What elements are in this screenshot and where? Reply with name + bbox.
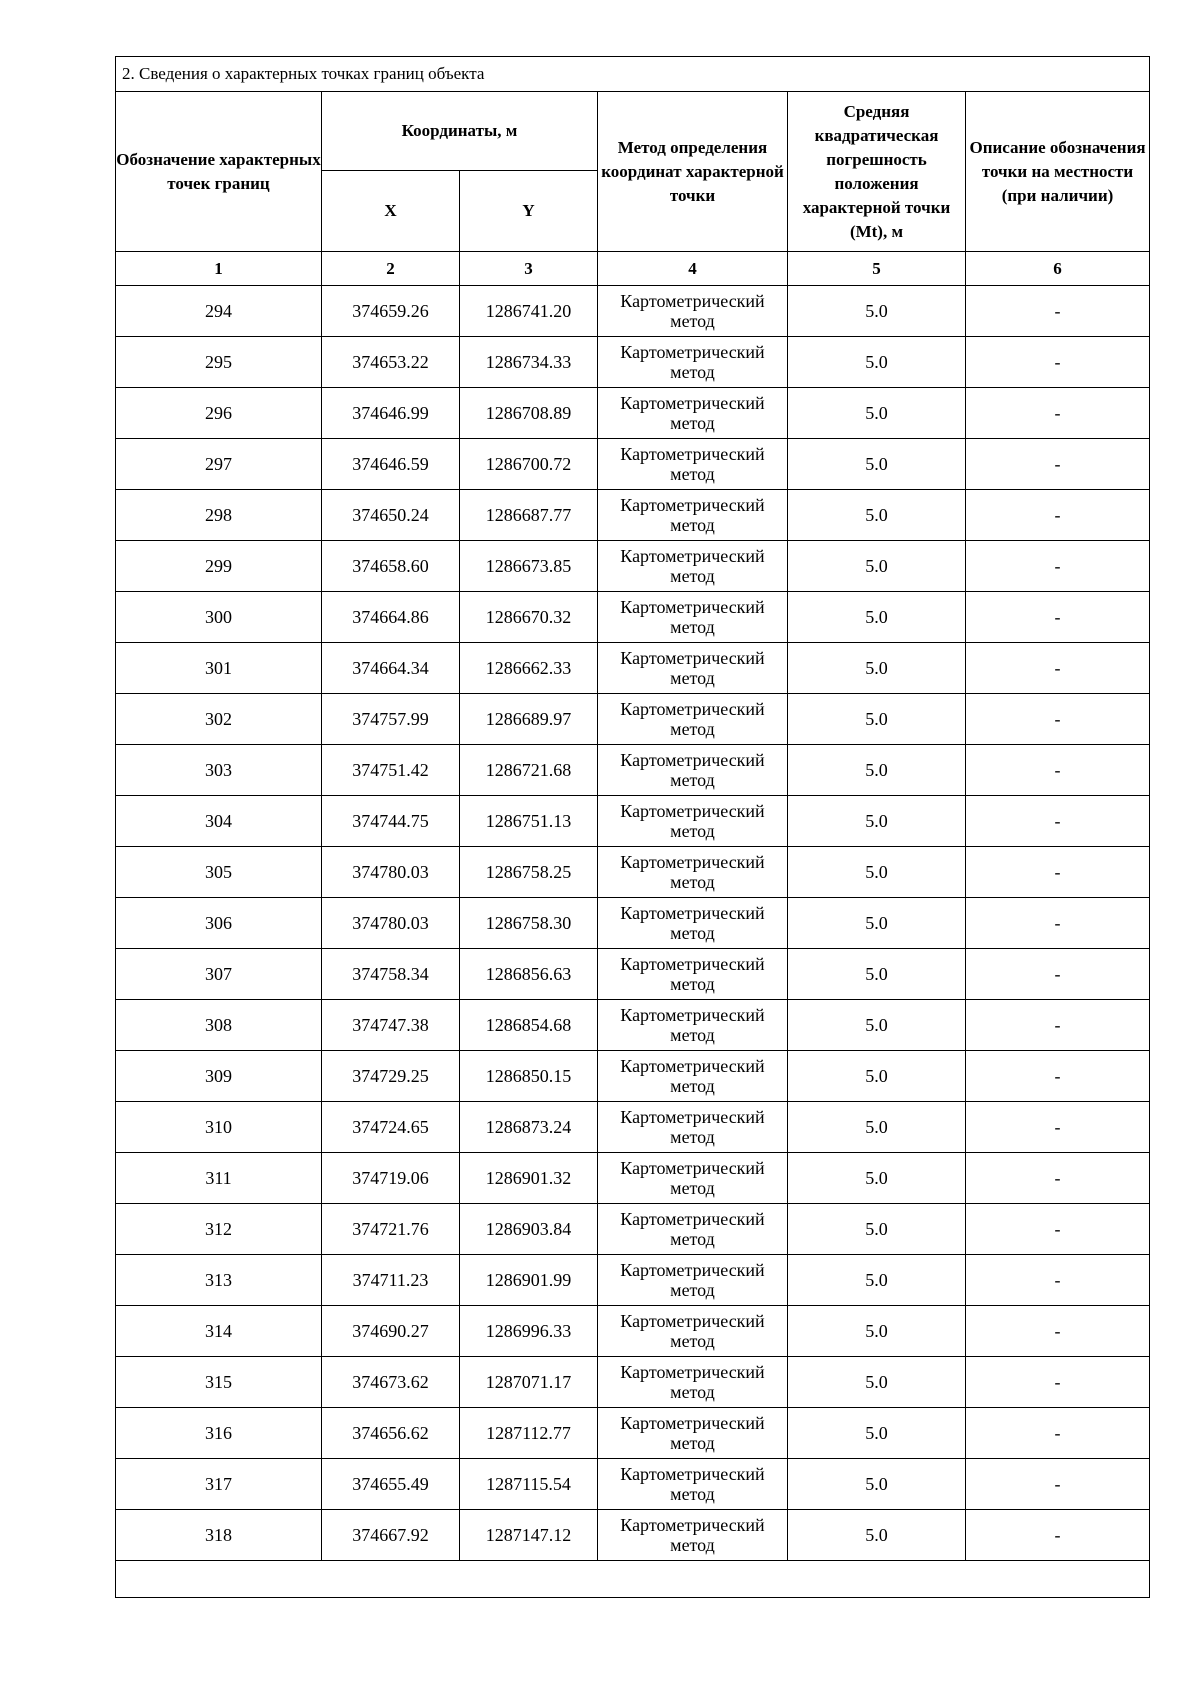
method-text-line1: Картометрический xyxy=(620,1005,765,1025)
method-cell xyxy=(598,1408,788,1459)
point-id: 311 xyxy=(116,1153,322,1204)
point-description: - xyxy=(966,337,1150,388)
method-cell xyxy=(598,1306,788,1357)
coord-x: 374650.24 xyxy=(322,490,460,541)
point-id: 303 xyxy=(116,745,322,796)
column-number: 1 xyxy=(116,252,322,286)
method-text-line1: Картометрический xyxy=(620,1260,765,1280)
point-id: 317 xyxy=(116,1459,322,1510)
coord-y: 1287147.12 xyxy=(460,1510,598,1561)
coord-x: 374656.62 xyxy=(322,1408,460,1459)
method-text-line2: метод xyxy=(670,1331,715,1351)
table-row xyxy=(116,286,1150,337)
point-id: 300 xyxy=(116,592,322,643)
mean-error: 5.0 xyxy=(788,490,966,541)
coord-y: 1286687.77 xyxy=(460,490,598,541)
method-cell xyxy=(598,1153,788,1204)
mean-error: 5.0 xyxy=(788,1357,966,1408)
method-text-line2: метод xyxy=(670,1382,715,1402)
point-id: 301 xyxy=(116,643,322,694)
point-description: - xyxy=(966,694,1150,745)
table-row xyxy=(116,847,1150,898)
point-description: - xyxy=(966,949,1150,1000)
method-cell xyxy=(598,490,788,541)
method-text-line1: Картометрический xyxy=(620,903,765,923)
method-text-line2: метод xyxy=(670,1280,715,1300)
point-description: - xyxy=(966,1051,1150,1102)
method-text-line2: метод xyxy=(670,311,715,331)
method-cell xyxy=(598,388,788,439)
method-cell xyxy=(598,286,788,337)
method-cell xyxy=(598,1459,788,1510)
method-text-line1: Картометрический xyxy=(620,1515,765,1535)
point-description: - xyxy=(966,541,1150,592)
coord-x: 374747.38 xyxy=(322,1000,460,1051)
method-text-line1: Картометрический xyxy=(620,291,765,311)
table-row xyxy=(116,643,1150,694)
coord-x: 374757.99 xyxy=(322,694,460,745)
mean-error: 5.0 xyxy=(788,1051,966,1102)
boundary-points-table xyxy=(115,56,1150,1598)
method-cell xyxy=(598,1255,788,1306)
method-cell xyxy=(598,1357,788,1408)
point-description: - xyxy=(966,1204,1150,1255)
point-id: 310 xyxy=(116,1102,322,1153)
coord-x: 374664.86 xyxy=(322,592,460,643)
table-body xyxy=(116,286,1150,1598)
column-number: 4 xyxy=(598,252,788,286)
table-row xyxy=(116,1102,1150,1153)
point-description: - xyxy=(966,1255,1150,1306)
point-description: - xyxy=(966,1357,1150,1408)
table-row xyxy=(116,1510,1150,1561)
method-text-line2: метод xyxy=(670,668,715,688)
point-id: 315 xyxy=(116,1357,322,1408)
point-description: - xyxy=(966,388,1150,439)
header-description: Описание обозначения точки на местности (при наличии) xyxy=(966,92,1150,252)
mean-error: 5.0 xyxy=(788,1000,966,1051)
method-cell xyxy=(598,949,788,1000)
method-text-line1: Картометрический xyxy=(620,954,765,974)
method-text-line1: Картометрический xyxy=(620,1464,765,1484)
mean-error: 5.0 xyxy=(788,1102,966,1153)
table-row xyxy=(116,1357,1150,1408)
mean-error: 5.0 xyxy=(788,1153,966,1204)
table-row xyxy=(116,1306,1150,1357)
mean-error: 5.0 xyxy=(788,847,966,898)
coord-y: 1286856.63 xyxy=(460,949,598,1000)
point-id: 308 xyxy=(116,1000,322,1051)
method-text-line1: Картометрический xyxy=(620,1362,765,1382)
coord-x: 374711.23 xyxy=(322,1255,460,1306)
method-cell xyxy=(598,439,788,490)
method-text-line2: метод xyxy=(670,1484,715,1504)
coord-y: 1286708.89 xyxy=(460,388,598,439)
mean-error: 5.0 xyxy=(788,745,966,796)
coord-x: 374751.42 xyxy=(322,745,460,796)
point-description: - xyxy=(966,796,1150,847)
point-id: 316 xyxy=(116,1408,322,1459)
method-text-line1: Картометрический xyxy=(620,852,765,872)
point-description: - xyxy=(966,1459,1150,1510)
mean-error: 5.0 xyxy=(788,1408,966,1459)
method-text-line2: метод xyxy=(670,1127,715,1147)
coord-x: 374719.06 xyxy=(322,1153,460,1204)
table-row xyxy=(116,1255,1150,1306)
table-row xyxy=(116,337,1150,388)
coord-y: 1286850.15 xyxy=(460,1051,598,1102)
table-row xyxy=(116,1408,1150,1459)
point-description: - xyxy=(966,592,1150,643)
mean-error: 5.0 xyxy=(788,898,966,949)
table-row xyxy=(116,592,1150,643)
coord-y: 1286903.84 xyxy=(460,1204,598,1255)
column-number: 5 xyxy=(788,252,966,286)
column-number: 6 xyxy=(966,252,1150,286)
method-text-line2: метод xyxy=(670,1535,715,1555)
coord-y: 1286734.33 xyxy=(460,337,598,388)
mean-error: 5.0 xyxy=(788,541,966,592)
method-text-line1: Картометрический xyxy=(620,495,765,515)
point-id: 313 xyxy=(116,1255,322,1306)
point-description: - xyxy=(966,1510,1150,1561)
coord-y: 1286670.32 xyxy=(460,592,598,643)
coord-x: 374664.34 xyxy=(322,643,460,694)
coord-y: 1286689.97 xyxy=(460,694,598,745)
table-row xyxy=(116,490,1150,541)
table-row xyxy=(116,949,1150,1000)
point-id: 299 xyxy=(116,541,322,592)
document-sheet xyxy=(115,56,1149,1598)
method-text-line2: метод xyxy=(670,413,715,433)
method-text-line2: метод xyxy=(670,362,715,382)
mean-error: 5.0 xyxy=(788,286,966,337)
point-description: - xyxy=(966,847,1150,898)
point-id: 314 xyxy=(116,1306,322,1357)
header-coordinates: Координаты, м xyxy=(322,92,598,171)
coord-y: 1286751.13 xyxy=(460,796,598,847)
coord-y: 1286758.30 xyxy=(460,898,598,949)
method-text-line2: метод xyxy=(670,1433,715,1453)
method-text-line1: Картометрический xyxy=(620,699,765,719)
method-text-line1: Картометрический xyxy=(620,648,765,668)
method-text-line2: метод xyxy=(670,1178,715,1198)
point-id: 295 xyxy=(116,337,322,388)
coord-x: 374780.03 xyxy=(322,847,460,898)
column-number: 2 xyxy=(322,252,460,286)
mean-error: 5.0 xyxy=(788,949,966,1000)
mean-error: 5.0 xyxy=(788,1255,966,1306)
coord-x: 374690.27 xyxy=(322,1306,460,1357)
table-header xyxy=(116,57,1150,286)
mean-error: 5.0 xyxy=(788,592,966,643)
coord-y: 1286996.33 xyxy=(460,1306,598,1357)
method-text-line2: метод xyxy=(670,1229,715,1249)
header-y: Y xyxy=(460,171,598,252)
mean-error: 5.0 xyxy=(788,796,966,847)
method-cell xyxy=(598,1204,788,1255)
mean-error: 5.0 xyxy=(788,388,966,439)
coord-x: 374780.03 xyxy=(322,898,460,949)
method-cell xyxy=(598,643,788,694)
mean-error: 5.0 xyxy=(788,694,966,745)
coord-x: 374658.60 xyxy=(322,541,460,592)
method-text-line2: метод xyxy=(670,719,715,739)
point-description: - xyxy=(966,1000,1150,1051)
method-text-line1: Картометрический xyxy=(620,444,765,464)
method-text-line2: метод xyxy=(670,566,715,586)
header-method: Метод определения координат характерной точки xyxy=(598,92,788,252)
method-text-line2: метод xyxy=(670,617,715,637)
table-row xyxy=(116,796,1150,847)
table-row xyxy=(116,439,1150,490)
method-cell xyxy=(598,337,788,388)
point-id: 298 xyxy=(116,490,322,541)
method-text-line1: Картометрический xyxy=(620,1056,765,1076)
method-text-line1: Картометрический xyxy=(620,597,765,617)
point-description: - xyxy=(966,1153,1150,1204)
column-numbers-row xyxy=(116,252,1150,286)
mean-error: 5.0 xyxy=(788,643,966,694)
coord-x: 374729.25 xyxy=(322,1051,460,1102)
mean-error: 5.0 xyxy=(788,1306,966,1357)
blank-cell xyxy=(116,1561,1150,1598)
point-description: - xyxy=(966,643,1150,694)
coord-y: 1286721.68 xyxy=(460,745,598,796)
method-text-line1: Картометрический xyxy=(620,1107,765,1127)
method-text-line2: метод xyxy=(670,464,715,484)
coord-x: 374758.34 xyxy=(322,949,460,1000)
method-cell xyxy=(598,1051,788,1102)
table-row xyxy=(116,388,1150,439)
table-row xyxy=(116,541,1150,592)
point-id: 305 xyxy=(116,847,322,898)
method-text-line1: Картометрический xyxy=(620,393,765,413)
method-text-line2: метод xyxy=(670,515,715,535)
method-text-line1: Картометрический xyxy=(620,546,765,566)
section-title: 2. Сведения о характерных точках границ объекта xyxy=(116,57,1150,92)
point-description: - xyxy=(966,898,1150,949)
coord-x: 374655.49 xyxy=(322,1459,460,1510)
point-id: 296 xyxy=(116,388,322,439)
point-id: 304 xyxy=(116,796,322,847)
coord-x: 374659.26 xyxy=(322,286,460,337)
method-cell xyxy=(598,847,788,898)
coord-y: 1287112.77 xyxy=(460,1408,598,1459)
mean-error: 5.0 xyxy=(788,1459,966,1510)
method-text-line2: метод xyxy=(670,770,715,790)
method-text-line1: Картометрический xyxy=(620,1158,765,1178)
table-footer-blank-row xyxy=(116,1561,1150,1598)
point-description: - xyxy=(966,1408,1150,1459)
mean-error: 5.0 xyxy=(788,439,966,490)
coord-x: 374667.92 xyxy=(322,1510,460,1561)
method-text-line1: Картометрический xyxy=(620,342,765,362)
coord-x: 374673.62 xyxy=(322,1357,460,1408)
method-cell xyxy=(598,898,788,949)
method-text-line1: Картометрический xyxy=(620,801,765,821)
method-text-line2: метод xyxy=(670,872,715,892)
point-id: 318 xyxy=(116,1510,322,1561)
coord-y: 1286854.68 xyxy=(460,1000,598,1051)
table-row xyxy=(116,694,1150,745)
column-number: 3 xyxy=(460,252,598,286)
mean-error: 5.0 xyxy=(788,1510,966,1561)
table-row xyxy=(116,898,1150,949)
coord-x: 374724.65 xyxy=(322,1102,460,1153)
point-id: 306 xyxy=(116,898,322,949)
method-text-line2: метод xyxy=(670,974,715,994)
point-id: 309 xyxy=(116,1051,322,1102)
table-row xyxy=(116,1051,1150,1102)
point-id: 302 xyxy=(116,694,322,745)
method-text-line2: метод xyxy=(670,1076,715,1096)
coord-y: 1286901.32 xyxy=(460,1153,598,1204)
header-point-designation: Обозначение характерных точек границ xyxy=(116,92,322,252)
coord-y: 1286758.25 xyxy=(460,847,598,898)
method-cell xyxy=(598,1000,788,1051)
method-cell xyxy=(598,745,788,796)
method-text-line2: метод xyxy=(670,821,715,841)
point-description: - xyxy=(966,286,1150,337)
table-row xyxy=(116,1153,1150,1204)
coord-y: 1287115.54 xyxy=(460,1459,598,1510)
coord-x: 374646.99 xyxy=(322,388,460,439)
point-description: - xyxy=(966,490,1150,541)
coord-x: 374721.76 xyxy=(322,1204,460,1255)
coord-y: 1286873.24 xyxy=(460,1102,598,1153)
method-text-line1: Картометрический xyxy=(620,750,765,770)
point-description: - xyxy=(966,1306,1150,1357)
method-cell xyxy=(598,796,788,847)
mean-error: 5.0 xyxy=(788,1204,966,1255)
method-text-line1: Картометрический xyxy=(620,1311,765,1331)
method-text-line2: метод xyxy=(670,923,715,943)
method-cell xyxy=(598,592,788,643)
coord-y: 1286700.72 xyxy=(460,439,598,490)
table-row xyxy=(116,1459,1150,1510)
point-description: - xyxy=(966,745,1150,796)
point-id: 307 xyxy=(116,949,322,1000)
method-text-line1: Картометрический xyxy=(620,1209,765,1229)
coord-x: 374646.59 xyxy=(322,439,460,490)
table-row xyxy=(116,745,1150,796)
method-text-line1: Картометрический xyxy=(620,1413,765,1433)
coord-y: 1286662.33 xyxy=(460,643,598,694)
coord-y: 1286901.99 xyxy=(460,1255,598,1306)
method-cell xyxy=(598,1510,788,1561)
coord-y: 1286673.85 xyxy=(460,541,598,592)
point-description: - xyxy=(966,439,1150,490)
coord-x: 374653.22 xyxy=(322,337,460,388)
point-id: 312 xyxy=(116,1204,322,1255)
coord-x: 374744.75 xyxy=(322,796,460,847)
mean-error: 5.0 xyxy=(788,337,966,388)
method-cell xyxy=(598,541,788,592)
coord-y: 1287071.17 xyxy=(460,1357,598,1408)
method-text-line2: метод xyxy=(670,1025,715,1045)
table-row xyxy=(116,1000,1150,1051)
table-row xyxy=(116,1204,1150,1255)
coord-y: 1286741.20 xyxy=(460,286,598,337)
method-cell xyxy=(598,1102,788,1153)
header-mean-error: Средняя квадратическая погрешность положения характерной точки (Mt), м xyxy=(788,92,966,252)
method-cell xyxy=(598,694,788,745)
point-id: 297 xyxy=(116,439,322,490)
point-id: 294 xyxy=(116,286,322,337)
header-x: X xyxy=(322,171,460,252)
point-description: - xyxy=(966,1102,1150,1153)
